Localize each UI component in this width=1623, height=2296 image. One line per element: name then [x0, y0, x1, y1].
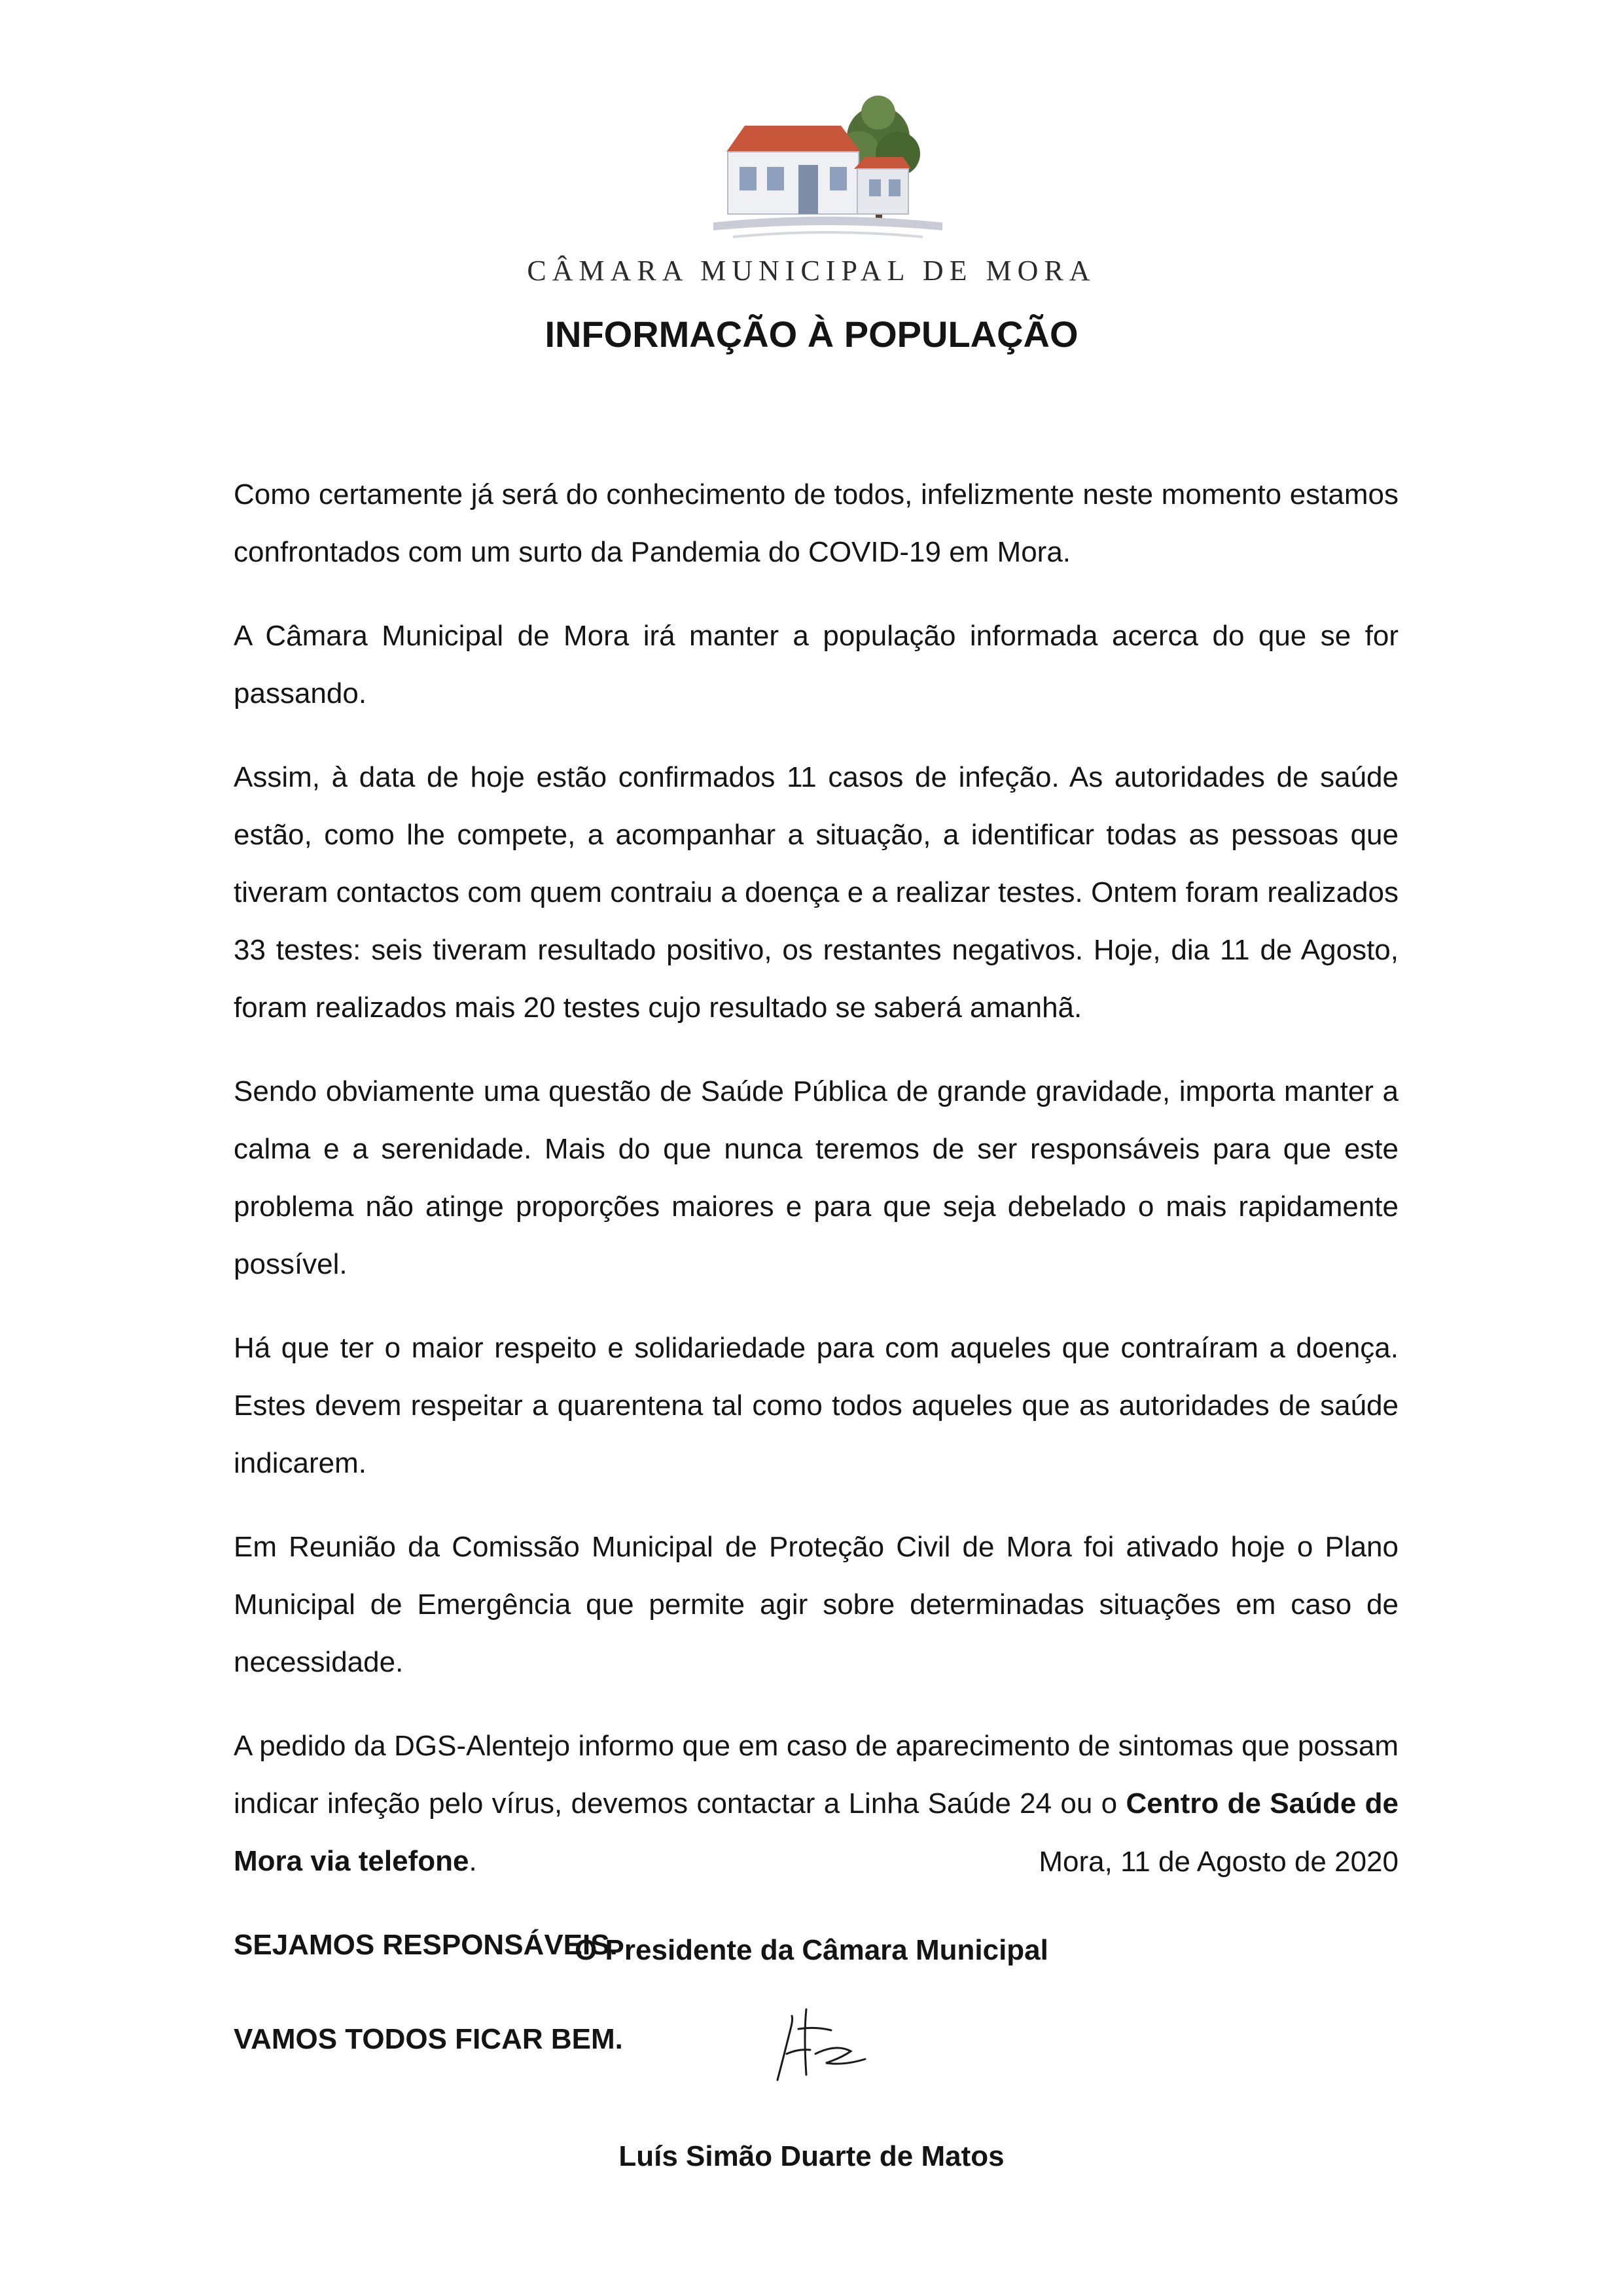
symptoms-end: .	[469, 1845, 477, 1877]
organization-name: CÂMARA MUNICIPAL DE MORA	[527, 255, 1096, 287]
paragraph-intro: Como certamente já será do conhecimento de todos, infelizmente neste momento estamos confrontados com um surto da Pandemia do COVID-19 em Mora.	[234, 478, 1399, 568]
slogan-stay-well: VAMOS TODOS FICAR BEM.	[234, 2023, 623, 2055]
symptoms-text: A pedido da DGS-Alentejo informo que em caso de aparecimento de sintomas que possam indicar infeção pelo vírus, devemos contactar a Linha Saúde 24 ou o	[234, 1730, 1399, 1820]
paragraph-commitment: A Câmara Municipal de Mora irá manter a população informada acerca do que se for passando.	[234, 620, 1399, 709]
signer-name: Luís Simão Duarte de Matos	[618, 2140, 1005, 2172]
signature-icon	[753, 2003, 883, 2088]
paragraph-emergency-plan: Em Reunião da Comissão Municipal de Proteção Civil de Mora foi ativado hoje o Plano Municipal de Emergência que permite agir sobre determinadas situações em caso de necessidade.	[234, 1531, 1399, 1678]
paragraph-respect: Há que ter o maior respeito e solidariedade para com aqueles que contraíram a doença. Estes devem respeitar a quarentena tal como todos aqueles que as autoridades de saúde indicarem.	[234, 1332, 1399, 1479]
health-centre-contact: Centro de Saúde de Mora via telefone	[234, 1787, 1399, 1877]
document-title: INFORMAÇÃO À POPULAÇÃO	[544, 314, 1079, 355]
town-hall-logo-icon	[707, 92, 949, 252]
president-title: O Presidente da Câmara Municipal	[575, 1934, 1048, 1966]
paragraph-calm: Sendo obviamente uma questão de Saúde Pública de grande gravidade, importa manter a calma e a serenidade. Mais do que nunca teremos de ser responsáveis para que este problema não atinge proporções maiores e para que seja debelado o mais rapidamente possível.	[234, 1075, 1399, 1280]
paragraph-cases: Assim, à data de hoje estão confirmados 11 casos de infeção. As autoridades de saúde estão, como lhe compete, a acompanhar a situação, a identificar todas as pessoas que tiveram contactos com quem contraiu a doença e a realizar testes. Ontem foram realizados 33 testes: seis tiveram resultado positivo, os restantes negativos. Hoje, dia 11 de Agosto, foram realizados mais 20 testes cujo resultado se saberá amanhã.	[234, 761, 1399, 1024]
slogan-responsible: SEJAMOS RESPONSÁVEIS.	[234, 1929, 618, 1961]
date-line: Mora, 11 de Agosto de 2020	[1039, 1846, 1399, 1878]
